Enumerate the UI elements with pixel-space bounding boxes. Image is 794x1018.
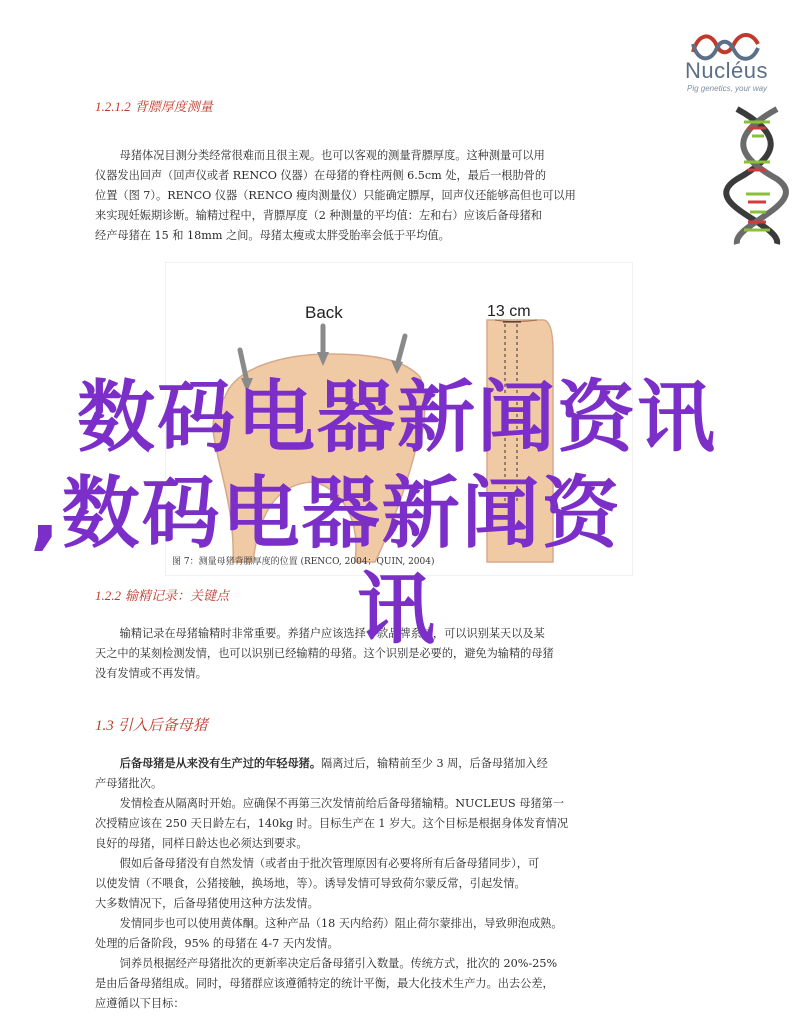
paragraph-line: 来实现妊娠期诊断。输精过程中，背膘厚度（2 种测量的平均值：左和右）应该后备母猪和 (95, 209, 542, 222)
section-number: 1.2.1.2 (95, 99, 131, 114)
paragraph-line: 母猪体况目测分类经常很难而且很主观。也可以客观的测量背膘厚度。这种测量可以用 (119, 149, 545, 162)
paragraph-line: 天之中的某刻检测发情，也可以识别已经输精的母猪。这个识别是必要的，避免为输精的母猪 (95, 647, 554, 660)
figure-label-cm: 13 cm (487, 303, 531, 320)
paragraph-line (95, 954, 700, 974)
line-text: 应遵循以下目标： (95, 997, 185, 1010)
overlay-title (0, 370, 794, 658)
paragraph-line: 仪器发出回声（回声仪或者 RENCO 仪器）在母猪的脊柱两侧 6.5cm 处，最后一根肋骨的 (95, 169, 547, 182)
line-text: 是由后备母猪组成。同时，母猪群应该遵循特定的统计平衡，最大化技术生产力。出去公差， (95, 977, 554, 990)
figure-label-back: Back (305, 303, 343, 322)
section-title: 背膘厚度测量 (134, 99, 213, 114)
line-text: 假如后备母猪没有自然发情（或者由于批次管理原因有必要将所有后备母猪同步），可 (119, 857, 540, 870)
section-heading-backfat (95, 96, 213, 115)
line-text: 隔离过后，输精前至少 3 周，后备母猪加入经 (321, 757, 548, 770)
paragraph-line (95, 934, 700, 954)
bold-definition: 后备母猪是从来没有生产过的年轻母猪。 (119, 756, 322, 770)
logo-tagline: Pig genetics, your way (687, 84, 768, 93)
section-number: 1.2.2 (95, 588, 121, 603)
line-text: 次授精应该在 250 天日龄左右，140kg 时。目标生产在 1 岁大。这个目标是根据身体发育情况 (95, 817, 569, 830)
gilts-paragraph (95, 753, 700, 1014)
paragraph-line (95, 874, 700, 894)
paragraph-line (95, 794, 700, 814)
dna-helix-icon (722, 104, 792, 250)
paragraph-line (95, 974, 700, 994)
paragraph-line (95, 753, 700, 774)
line-text: 发情同步也可以使用黄体酮。这种产品（18 天内给药）阻止荷尔蒙排出，导致卵泡成熟。 (119, 917, 563, 930)
line-text: 产母猪批次。 (95, 777, 163, 790)
paragraph-line: 输精记录在母猪输精时非常重要。养猪户应该选择一款品牌系统，可以识别某天以及某 (119, 627, 545, 640)
section-number: 1.3 (95, 718, 114, 734)
line-text: 以使发情（不喂食，公猪接触，换场地，等）。诱导发情可导致荷尔蒙反常，引起发情。 (95, 877, 526, 890)
line-text: 发情检查从隔离时开始。应确保不再第三次发情前给后备母猪输精。NUCLEUS 母猪第一 (119, 797, 565, 810)
paragraph-line: 经产母猪在 15 和 18mm 之间。母猪太瘦或太胖受胎率会低于平均值。 (95, 229, 450, 242)
line-text: 饲养员根据经产母猪批次的更新率决定后备母猪引入数量。传统方式，批次的 20%-25% (119, 957, 558, 970)
paragraph-line: 位置（图 7）。RENCO 仪器（RENCO 瘦肉测量仪）只能确定膘厚，回声仪还能够高但也可以用 (95, 189, 576, 202)
paragraph-line (95, 834, 700, 854)
section-title: 输精记录：关键点 (125, 588, 230, 603)
paragraph-line (95, 894, 700, 914)
line-text: 处理的后备阶段，95% 的母猪在 4-7 天内发情。 (95, 937, 339, 950)
paragraph-line: 没有发情或不再发情。 (95, 667, 207, 680)
overlay-line: 数码电器新闻资讯 (76, 373, 717, 463)
line-text: 大多数情况下，后备母猪使用这种方法发情。 (95, 897, 319, 910)
overlay-line: ,数码电器新闻资 (30, 469, 622, 559)
line-text: 良好的母猪，同样日龄达也必须达到要求。 (95, 837, 308, 850)
paragraph-line (95, 814, 700, 834)
section-heading-gilts (95, 714, 208, 735)
section-title: 引入后备母猪 (117, 718, 208, 734)
paragraph-line (95, 994, 700, 1014)
backfat-paragraph (95, 146, 700, 246)
figure-caption: 图 7：测量母猪背膘厚度的位置 (RENCO, 2004；QUIN, 2004) (172, 557, 435, 567)
paragraph-line (95, 774, 700, 794)
logo-wordmark: Nucléus (685, 58, 768, 83)
overlay-line: 讯 (356, 565, 437, 655)
paragraph-line (95, 914, 700, 934)
paragraph-line (95, 854, 700, 874)
